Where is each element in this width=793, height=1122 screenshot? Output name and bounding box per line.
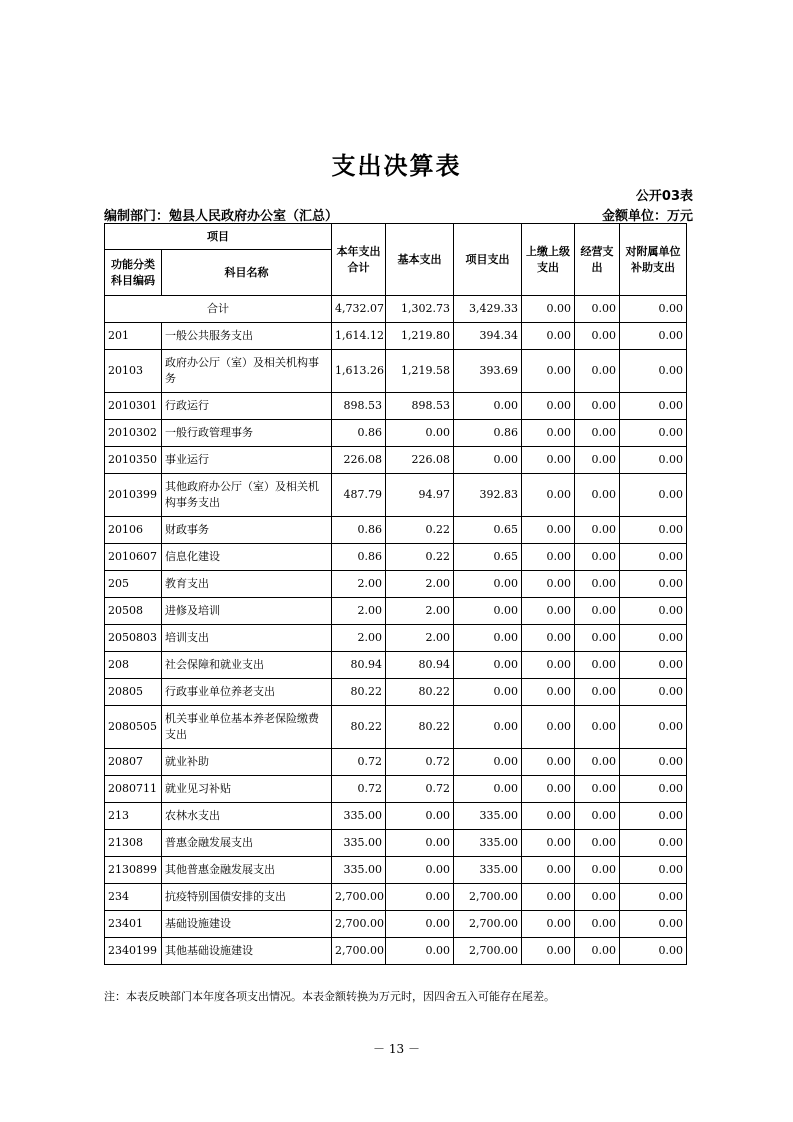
subject-name-cell: 政府办公厅（室）及相关机构事务 — [162, 350, 332, 393]
header-project: 项目 — [105, 224, 332, 250]
page-title: 支出决算表 — [331, 152, 462, 180]
amount-cell: 0.00 — [620, 517, 687, 544]
amount-cell: 335.00 — [332, 857, 386, 884]
subject-name-cell: 事业运行 — [162, 447, 332, 474]
amount-cell: 0.00 — [620, 706, 687, 749]
subject-name-cell: 其他政府办公厅（室）及相关机构事务支出 — [162, 474, 332, 517]
amount-cell: 0.00 — [522, 447, 575, 474]
table-row — [105, 706, 687, 749]
func-code-cell: 2010607 — [105, 544, 162, 571]
amount-cell: 2,700.00 — [332, 884, 386, 911]
table-row — [105, 544, 687, 571]
amount-cell: 0.00 — [575, 571, 620, 598]
total-value: 4,732.07 — [332, 296, 386, 323]
table-row — [105, 420, 687, 447]
total-value: 0.00 — [620, 296, 687, 323]
func-code-cell: 20807 — [105, 749, 162, 776]
subject-name-cell: 一般公共服务支出 — [162, 323, 332, 350]
amount-cell: 0.00 — [454, 706, 522, 749]
amount-cell: 0.00 — [575, 706, 620, 749]
amount-cell: 0.00 — [522, 884, 575, 911]
subject-name-cell: 农林水支出 — [162, 803, 332, 830]
amount-cell: 0.00 — [575, 420, 620, 447]
amount-cell: 335.00 — [454, 857, 522, 884]
amount-cell: 0.00 — [454, 679, 522, 706]
amount-cell: 0.00 — [620, 911, 687, 938]
table-row — [105, 749, 687, 776]
amount-cell: 0.00 — [620, 393, 687, 420]
amount-cell: 2.00 — [332, 625, 386, 652]
amount-cell: 0.00 — [454, 625, 522, 652]
amount-cell: 0.00 — [575, 857, 620, 884]
func-code-cell: 208 — [105, 652, 162, 679]
table-row — [105, 938, 687, 965]
table-row — [105, 776, 687, 803]
total-value: 1,302.73 — [386, 296, 454, 323]
header-upper: 上缴上级支出 — [522, 224, 575, 296]
amount-cell: 0.00 — [620, 625, 687, 652]
amount-cell: 0.00 — [575, 911, 620, 938]
subject-name-cell: 教育支出 — [162, 571, 332, 598]
amount-cell: 2,700.00 — [454, 884, 522, 911]
footnote: 注：本表反映部门本年度各项支出情况。本表金额转换为万元时，因四舍五入可能存在尾差。 — [104, 990, 555, 1003]
func-code-cell: 2010350 — [105, 447, 162, 474]
func-code-cell: 2080711 — [105, 776, 162, 803]
func-code-cell: 20805 — [105, 679, 162, 706]
amount-cell: 0.00 — [454, 571, 522, 598]
amount-cell: 0.00 — [522, 598, 575, 625]
amount-cell: 0.00 — [522, 857, 575, 884]
func-code-cell: 23401 — [105, 911, 162, 938]
amount-cell: 0.00 — [620, 749, 687, 776]
amount-cell: 0.00 — [522, 803, 575, 830]
func-code-cell: 2010301 — [105, 393, 162, 420]
subject-name-cell: 财政事务 — [162, 517, 332, 544]
amount-cell: 0.00 — [620, 884, 687, 911]
amount-cell: 0.65 — [454, 544, 522, 571]
func-code-cell: 234 — [105, 884, 162, 911]
amount-cell: 0.00 — [620, 544, 687, 571]
amount-cell: 0.00 — [454, 749, 522, 776]
func-code-cell: 2010399 — [105, 474, 162, 517]
func-code-cell: 20103 — [105, 350, 162, 393]
amount-cell: 0.00 — [620, 652, 687, 679]
subject-name-cell: 就业补助 — [162, 749, 332, 776]
amount-cell: 0.72 — [386, 776, 454, 803]
amount-cell: 0.00 — [575, 749, 620, 776]
header-func-code: 功能分类科目编码 — [105, 250, 162, 296]
table-row — [105, 598, 687, 625]
table-row — [105, 625, 687, 652]
amount-cell: 80.22 — [332, 706, 386, 749]
amount-cell: 0.00 — [454, 447, 522, 474]
amount-cell: 0.00 — [454, 598, 522, 625]
amount-cell: 0.00 — [575, 884, 620, 911]
amount-cell: 0.00 — [620, 857, 687, 884]
amount-cell: 0.00 — [386, 830, 454, 857]
amount-cell: 0.00 — [522, 420, 575, 447]
table-row — [105, 350, 687, 393]
amount-cell: 80.94 — [332, 652, 386, 679]
amount-cell: 0.00 — [386, 803, 454, 830]
func-code-cell: 2340199 — [105, 938, 162, 965]
amount-cell: 0.00 — [620, 474, 687, 517]
header-total: 本年支出合计 — [332, 224, 386, 296]
amount-cell: 0.86 — [454, 420, 522, 447]
total-value: 0.00 — [575, 296, 620, 323]
amount-cell: 487.79 — [332, 474, 386, 517]
func-code-cell: 2010302 — [105, 420, 162, 447]
amount-cell: 0.00 — [575, 474, 620, 517]
amount-cell: 0.00 — [620, 447, 687, 474]
amount-cell: 0.00 — [575, 350, 620, 393]
subject-name-cell: 普惠金融发展支出 — [162, 830, 332, 857]
amount-cell: 0.00 — [620, 323, 687, 350]
amount-cell: 0.00 — [620, 776, 687, 803]
amount-cell: 0.00 — [522, 749, 575, 776]
amount-cell: 0.00 — [386, 938, 454, 965]
total-value: 0.00 — [522, 296, 575, 323]
table-row — [105, 474, 687, 517]
amount-cell: 94.97 — [386, 474, 454, 517]
table-row — [105, 652, 687, 679]
amount-cell: 0.00 — [522, 323, 575, 350]
amount-cell: 80.94 — [386, 652, 454, 679]
amount-cell: 393.69 — [454, 350, 522, 393]
amount-cell: 80.22 — [332, 679, 386, 706]
amount-cell: 0.00 — [522, 652, 575, 679]
table-row — [105, 857, 687, 884]
subject-name-cell: 机关事业单位基本养老保险缴费支出 — [162, 706, 332, 749]
table-row — [105, 803, 687, 830]
amount-cell: 335.00 — [454, 830, 522, 857]
amount-cell: 0.00 — [522, 350, 575, 393]
amount-cell: 1,219.58 — [386, 350, 454, 393]
amount-cell: 1,613.26 — [332, 350, 386, 393]
func-code-cell: 21308 — [105, 830, 162, 857]
header-basic: 基本支出 — [386, 224, 454, 296]
func-code-cell: 2080505 — [105, 706, 162, 749]
table-row — [105, 517, 687, 544]
amount-cell: 0.22 — [386, 517, 454, 544]
amount-cell: 0.00 — [522, 679, 575, 706]
amount-cell: 2,700.00 — [332, 938, 386, 965]
amount-cell: 2.00 — [386, 625, 454, 652]
func-code-cell: 2050803 — [105, 625, 162, 652]
amount-cell: 2.00 — [332, 598, 386, 625]
form-number: 公开03表 — [635, 189, 693, 204]
func-code-cell: 20106 — [105, 517, 162, 544]
amount-cell: 0.00 — [522, 911, 575, 938]
amount-cell: 80.22 — [386, 706, 454, 749]
amount-cell: 0.00 — [575, 652, 620, 679]
amount-cell: 2,700.00 — [454, 911, 522, 938]
amount-cell: 0.00 — [575, 830, 620, 857]
amount-cell: 0.00 — [575, 544, 620, 571]
amount-cell: 0.00 — [620, 350, 687, 393]
amount-cell: 2.00 — [386, 571, 454, 598]
amount-cell: 226.08 — [332, 447, 386, 474]
header-project-expense: 项目支出 — [454, 224, 522, 296]
amount-cell: 0.00 — [575, 776, 620, 803]
amount-cell: 0.00 — [575, 447, 620, 474]
amount-cell: 0.65 — [454, 517, 522, 544]
amount-cell: 0.00 — [620, 830, 687, 857]
subject-name-cell: 培训支出 — [162, 625, 332, 652]
amount-cell: 0.00 — [522, 474, 575, 517]
subject-name-cell: 就业见习补贴 — [162, 776, 332, 803]
amount-cell: 0.00 — [522, 393, 575, 420]
table-row — [105, 323, 687, 350]
amount-cell: 335.00 — [332, 803, 386, 830]
amount-cell: 0.00 — [454, 652, 522, 679]
amount-cell: 2.00 — [386, 598, 454, 625]
subject-name-cell: 一般行政管理事务 — [162, 420, 332, 447]
amount-cell: 0.00 — [620, 598, 687, 625]
amount-cell: 0.00 — [522, 938, 575, 965]
amount-cell: 0.00 — [575, 679, 620, 706]
amount-cell: 394.34 — [454, 323, 522, 350]
amount-cell: 80.22 — [386, 679, 454, 706]
amount-cell: 1,614.12 — [332, 323, 386, 350]
amount-cell: 0.00 — [575, 803, 620, 830]
amount-cell: 898.53 — [332, 393, 386, 420]
header-subsidy: 对附属单位补助支出 — [620, 224, 687, 296]
header-subject-name: 科目名称 — [162, 250, 332, 296]
amount-cell: 0.00 — [575, 323, 620, 350]
department-label: 编制部门：勉县人民政府办公室（汇总） — [104, 209, 339, 224]
amount-unit-label: 金额单位：万元 — [601, 209, 693, 224]
amount-cell: 0.00 — [386, 857, 454, 884]
amount-cell: 0.00 — [386, 420, 454, 447]
amount-cell: 0.00 — [522, 830, 575, 857]
amount-cell: 0.00 — [454, 393, 522, 420]
total-label: 合计 — [105, 296, 332, 323]
amount-cell: 0.00 — [522, 706, 575, 749]
subject-name-cell: 其他普惠金融发展支出 — [162, 857, 332, 884]
subject-name-cell: 行政运行 — [162, 393, 332, 420]
table-row — [105, 571, 687, 598]
amount-cell: 392.83 — [454, 474, 522, 517]
amount-cell: 0.86 — [332, 517, 386, 544]
table-row — [105, 393, 687, 420]
table-row — [105, 679, 687, 706]
page-number: － 13 － — [373, 1042, 420, 1056]
amount-cell: 0.72 — [332, 776, 386, 803]
amount-cell: 0.00 — [620, 571, 687, 598]
amount-cell: 0.00 — [620, 679, 687, 706]
amount-cell: 0.00 — [386, 911, 454, 938]
table-row — [105, 830, 687, 857]
subject-name-cell: 信息化建设 — [162, 544, 332, 571]
table-row — [105, 447, 687, 474]
func-code-cell: 2130899 — [105, 857, 162, 884]
amount-cell: 0.00 — [454, 776, 522, 803]
subject-name-cell: 进修及培训 — [162, 598, 332, 625]
amount-cell: 335.00 — [332, 830, 386, 857]
func-code-cell: 213 — [105, 803, 162, 830]
func-code-cell: 20508 — [105, 598, 162, 625]
subject-name-cell: 社会保障和就业支出 — [162, 652, 332, 679]
amount-cell: 0.22 — [386, 544, 454, 571]
total-row — [105, 296, 687, 323]
amount-cell: 335.00 — [454, 803, 522, 830]
amount-cell: 0.00 — [575, 625, 620, 652]
table-row — [105, 911, 687, 938]
func-code-cell: 201 — [105, 323, 162, 350]
func-code-cell: 205 — [105, 571, 162, 598]
subject-name-cell: 抗疫特别国债安排的支出 — [162, 884, 332, 911]
table-row — [105, 884, 687, 911]
amount-cell: 2.00 — [332, 571, 386, 598]
amount-cell: 0.00 — [522, 625, 575, 652]
amount-cell: 0.00 — [522, 571, 575, 598]
amount-cell: 0.00 — [575, 393, 620, 420]
amount-cell: 0.72 — [332, 749, 386, 776]
amount-cell: 0.86 — [332, 420, 386, 447]
amount-cell: 0.00 — [620, 938, 687, 965]
subject-name-cell: 其他基础设施建设 — [162, 938, 332, 965]
amount-cell: 0.72 — [386, 749, 454, 776]
expenditure-table — [104, 223, 687, 965]
amount-cell: 0.00 — [575, 938, 620, 965]
subject-name-cell: 行政事业单位养老支出 — [162, 679, 332, 706]
amount-cell: 2,700.00 — [454, 938, 522, 965]
header-business: 经营支出 — [575, 224, 620, 296]
amount-cell: 0.00 — [575, 598, 620, 625]
amount-cell: 0.00 — [620, 420, 687, 447]
total-value: 3,429.33 — [454, 296, 522, 323]
amount-cell: 0.86 — [332, 544, 386, 571]
amount-cell: 898.53 — [386, 393, 454, 420]
amount-cell: 1,219.80 — [386, 323, 454, 350]
amount-cell: 226.08 — [386, 447, 454, 474]
amount-cell: 0.00 — [575, 517, 620, 544]
amount-cell: 0.00 — [522, 517, 575, 544]
amount-cell: 0.00 — [386, 884, 454, 911]
amount-cell: 0.00 — [522, 544, 575, 571]
amount-cell: 2,700.00 — [332, 911, 386, 938]
subject-name-cell: 基础设施建设 — [162, 911, 332, 938]
amount-cell: 0.00 — [620, 803, 687, 830]
amount-cell: 0.00 — [522, 776, 575, 803]
